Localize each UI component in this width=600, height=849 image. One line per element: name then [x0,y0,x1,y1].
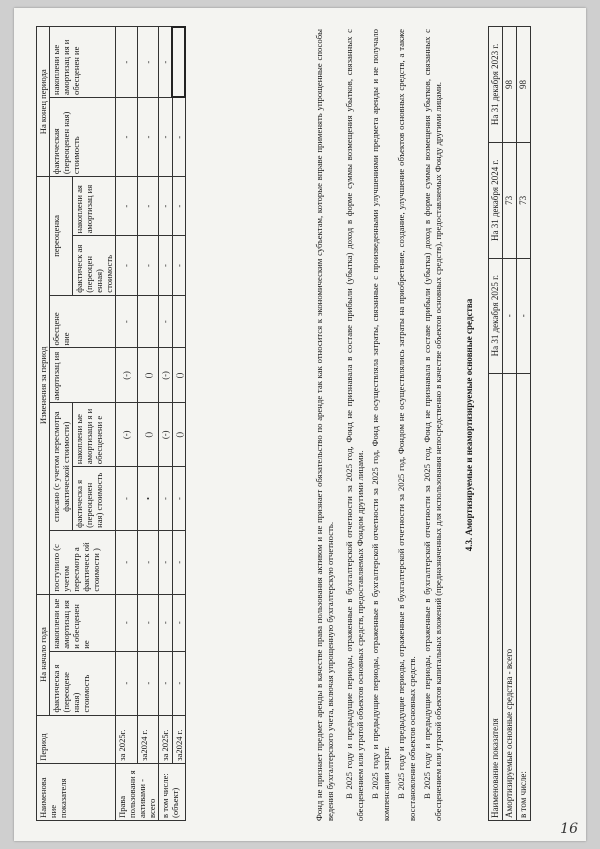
page-number: 16 [560,821,578,837]
t2-header-2025: На 31 декабря 2025 г. [489,258,503,373]
document-page [14,8,586,841]
cell: - [137,594,159,651]
cell: (-) [116,403,138,467]
t2-row-incl-2025: - [517,258,531,373]
cell: - [159,27,173,97]
cell: - [172,236,185,295]
cell: - [137,97,159,176]
rights-of-use-table [36,26,186,821]
cell: - [159,97,173,176]
cell: - [137,27,159,97]
cell: - [116,27,138,97]
t2-row-total-2024: 73 [503,142,517,258]
cell: - [137,236,159,295]
paragraph-improvements: В 2025 году и предыдущие периоды, отраженные в бухгалтерской отчетности за 2025 год, Фонд не осуществляла затраты, связанные с произведенными улучшениями предмета аренды и не получало компенсации затрат. [370,29,392,821]
t2-row-incl-name: в том числе: [517,373,531,820]
header-end-of-period: На конец периода [37,27,50,177]
cell: - [116,594,138,651]
cell: - [172,97,185,176]
cell [172,295,185,348]
paragraph-lease: Фонд не признает предмет аренды в качестве права пользования активом и не признает обязательство по аренде так как относится к экономическим субъектам, которые вправе применять упрощенные способы ведения бухгалтерского учета, включая упрощенную бухгалтерскую отчетность. [314,29,336,821]
t2-row-total-2025: - [503,258,517,373]
cell: - [137,651,159,715]
row-total-period-2025: за 2025г. [116,715,138,763]
cell: - [116,97,138,176]
cell: - [116,295,138,348]
row-total-name: Права пользовани я активами - всего [116,763,159,820]
header-rv-accum: накоплени ая амортизац ия [73,177,116,236]
cell: - [172,594,185,651]
cell: - [159,594,173,651]
header-revaluation: переоценка [50,177,73,296]
cell: - [137,177,159,236]
header-impairment: обесцене ние [50,295,116,348]
paragraph-acquisition: В 2025 году и предыдущие периоды, отраженные в бухгалтерской отчетности за 2025 год, Фондом не осуществлялись затраты на приобретение, создание, улучшение объектов основных средств, а также восстановление объектов основных средств. [396,29,418,821]
header-amortization: амортизац ия [50,348,116,403]
header-wo-accum: накоплени ые амортизаци я и обесценени е [73,403,116,467]
row-object-period-2025: за 2025г. [159,715,173,763]
cell [137,295,159,348]
cell: - [159,236,173,295]
header-changes: Изменения за период [37,177,50,595]
cell: - [172,530,185,594]
header-start-of-year: На начало года [37,594,50,715]
cell: - [159,467,173,531]
header-wo-fact-cost: фактическа я (переоценен ная) стоимость [73,467,116,531]
cell: (-) [116,348,138,403]
header-start-fact-cost: фактическа я (переоцене нная) стоимость [50,651,116,715]
row-object-period-2024: за2024 г. [172,715,185,763]
header-start-accum: накоплени ые амортизац ия и обесценен ие [50,594,116,651]
cell [172,27,185,97]
t2-header-2023: На 31 декабря 2023 г. [489,27,503,143]
t2-row-total-name: Амортизируемые основные средства - всего [503,373,517,820]
cell: () [137,403,159,467]
cell: - [159,530,173,594]
cell: () [172,348,185,403]
cell: - [172,177,185,236]
header-period: Период [37,715,116,763]
cell: - [116,236,138,295]
t2-row-incl-2024: 73 [517,142,531,258]
cell: - [116,530,138,594]
cell: - [172,467,185,531]
cell: () [137,348,159,403]
section-heading: 4.3. Амортизируемые и неамортизируемые основные средства [464,298,474,552]
cell: (-) [159,348,173,403]
cell: - [159,295,173,348]
cell: - [116,467,138,531]
cell: - [159,177,173,236]
header-name: Наименова ние показателя [37,763,116,820]
header-received: поступило (с учетом пересмотр а фактическ ой стоимости ) [50,530,116,594]
rotated-content [14,8,586,841]
header-rv-fact-cost: фактическ ая (переоцен енная) стоимость [73,236,116,295]
cell: - [137,530,159,594]
header-written-off: списано (с учетом пересмотра фактической стоимости) [50,403,73,530]
cell: - [172,651,185,715]
row-total-period-2024: за2024 г. [137,715,159,763]
header-end-fact-cost: фактическая (переоценен ная) стоимость [50,97,116,176]
cell: - [159,651,173,715]
t2-header-name: Наименование показателя [489,373,503,820]
cell: • [137,467,159,531]
t2-row-total-2023: 98 [503,27,517,143]
cell: - [116,177,138,236]
t2-row-incl-2023: 98 [517,27,531,143]
row-object-name: в том числе: (объект) [159,763,186,820]
paragraph-compensation-os: В 2025 году и предыдущие периоды, отраженные в бухгалтерской отчетности за 2025 год, Фонд не признавала в составе прибыли (убытка) доход в форме суммы возмещения убытков, связанных с обесценением или утратой объектов основных средств, предоставляемых Фондом другими лицами. [344,29,366,821]
cell: () [172,403,185,467]
cell: (-) [159,403,173,467]
cell: - [116,651,138,715]
t2-header-2024: На 31 декабря 2024 г. [489,142,503,258]
header-end-accum: накоплени ые амортизац ия и обесценен ие [50,27,116,97]
paragraph-compensation-capex: В 2025 году и предыдущие периоды, отраженные в бухгалтерской отчетности за 2025 год, Фонд не признавала в составе прибыли (убытка) доход в форме суммы возмещения убытков, связанных с обесценением или утратой объектов капитальных вложений (предназначенных для использования непосредственно в качестве объектов основных средств), предоставляемых Фонду другими лицами. [422,29,444,821]
fixed-assets-table [488,26,531,821]
